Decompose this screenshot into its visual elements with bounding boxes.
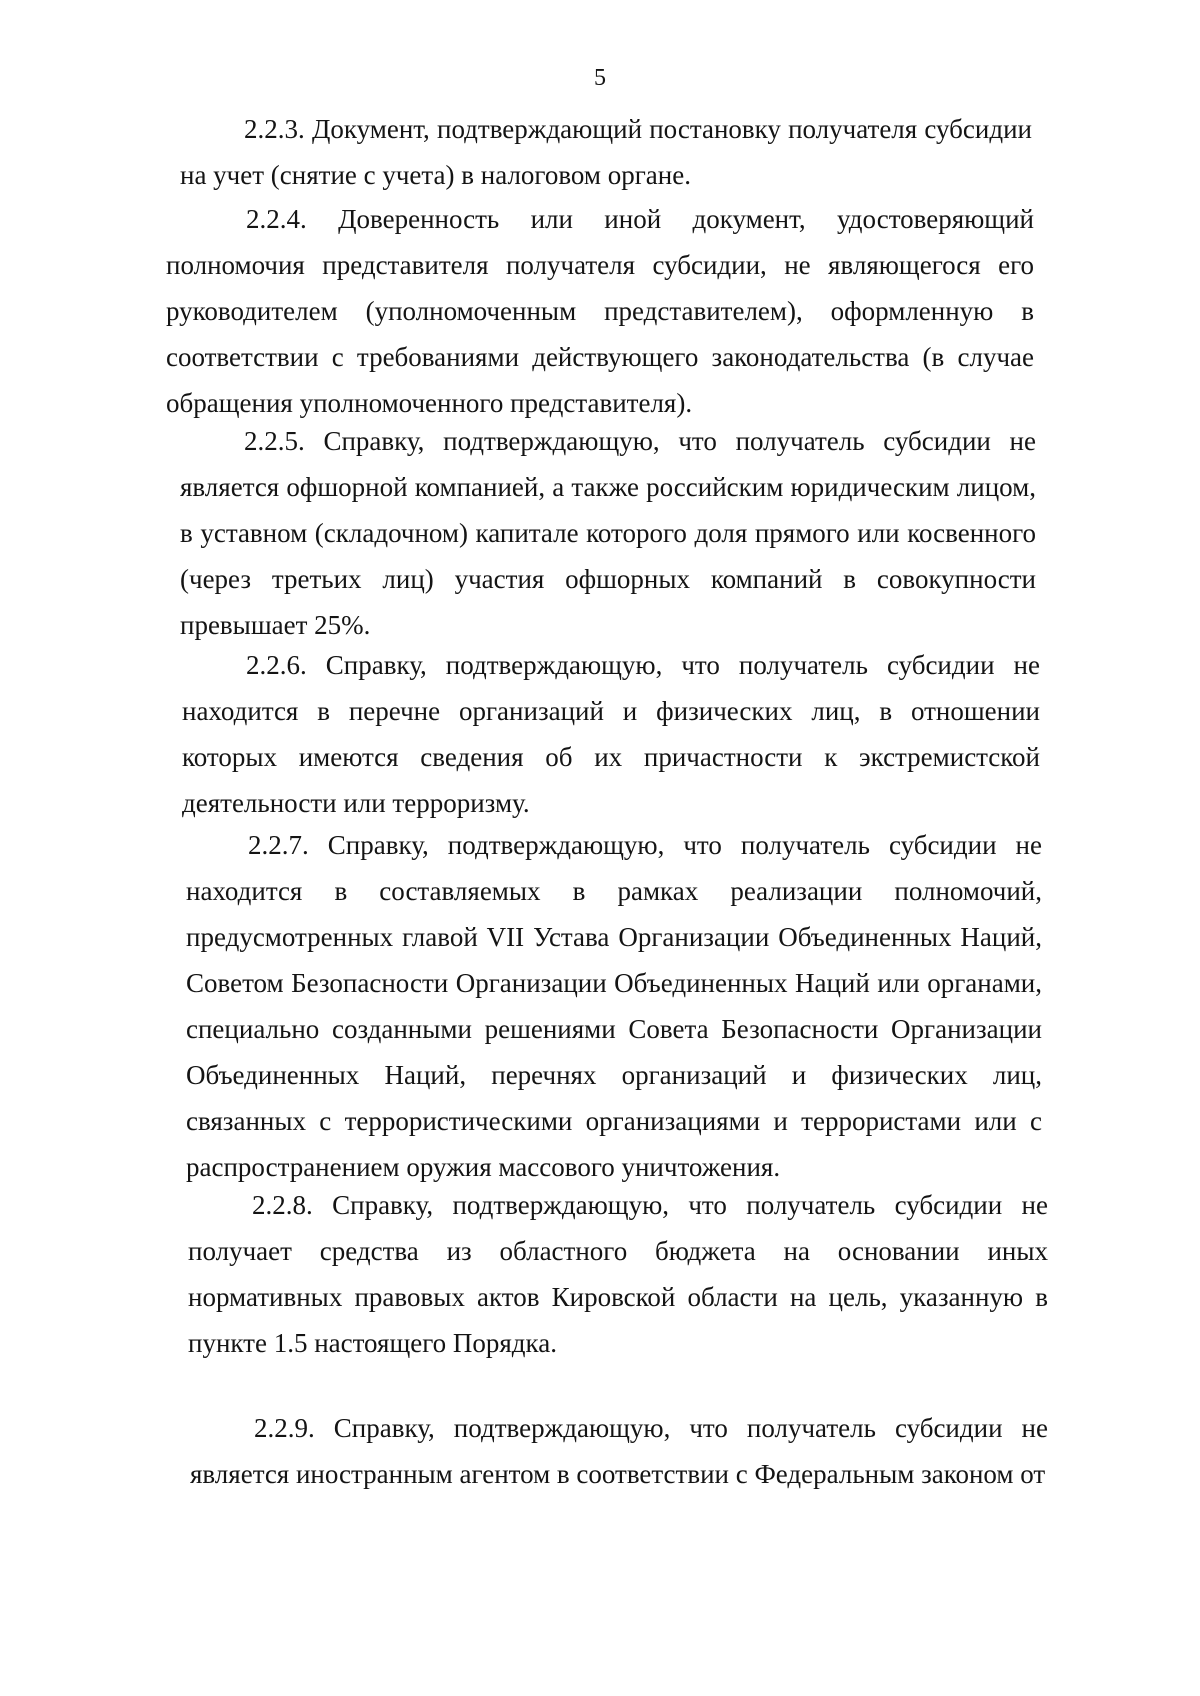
paragraph-2-2-6: 2.2.6. Справку, подтверждающую, что получатель субсидии не находится в перечне организаций и физических лиц, в отношении которых имеются сведения об их причастности к экстремистской деятельности или терроризму. bbox=[182, 650, 1040, 818]
paragraph-2-2-8: 2.2.8. Справку, подтверждающую, что получатель субсидии не получает средства из областного бюджета на основании иных нормативных правовых актов Кировской области на цель, указанную в пункте 1.5 настоящего Порядка. bbox=[188, 1190, 1048, 1358]
paragraph-2-2-4: 2.2.4. Доверенность или иной документ, удостоверяющий полномочия представителя получателя субсидии, не являющегося его руководителем (уполномоченным представителем), оформленную в соответствии с требованиями действующего законодательства (в случае обращения уполномоченного представителя). bbox=[166, 204, 1034, 418]
page-number: 5 bbox=[594, 65, 606, 91]
paragraph-2-2-3: 2.2.3. Документ, подтверждающий постановку получателя субсидии на учет (снятие с учета) в налоговом органе. bbox=[180, 114, 1032, 190]
paragraph-2-2-7: 2.2.7. Справку, подтверждающую, что получатель субсидии не находится в составляемых в рамках реализации полномочий, предусмотренных главой VII Устава Организации Объединенных Наций, Советом Безопасности Организации Объединенных Наций или органами, специально созданными решениями Совета Безопасности Организации Объединенных Наций, перечнях организаций и физических лиц, связанных с террористическими организациями и террористами или с распространением оружия массового уничтожения. bbox=[186, 830, 1042, 1182]
paragraph-2-2-9: 2.2.9. Справку, подтверждающую, что получатель субсидии не является иностранным агентом в соответствии с Федеральным законом от bbox=[190, 1413, 1048, 1489]
paragraph-2-2-5: 2.2.5. Справку, подтверждающую, что получатель субсидии не является офшорной компанией, а также российским юридическим лицом, в уставном (складочном) капитале которого доля прямого или косвенного (через третьих лиц) участия офшорных компаний в совокупности превышает 25%. bbox=[180, 426, 1036, 640]
